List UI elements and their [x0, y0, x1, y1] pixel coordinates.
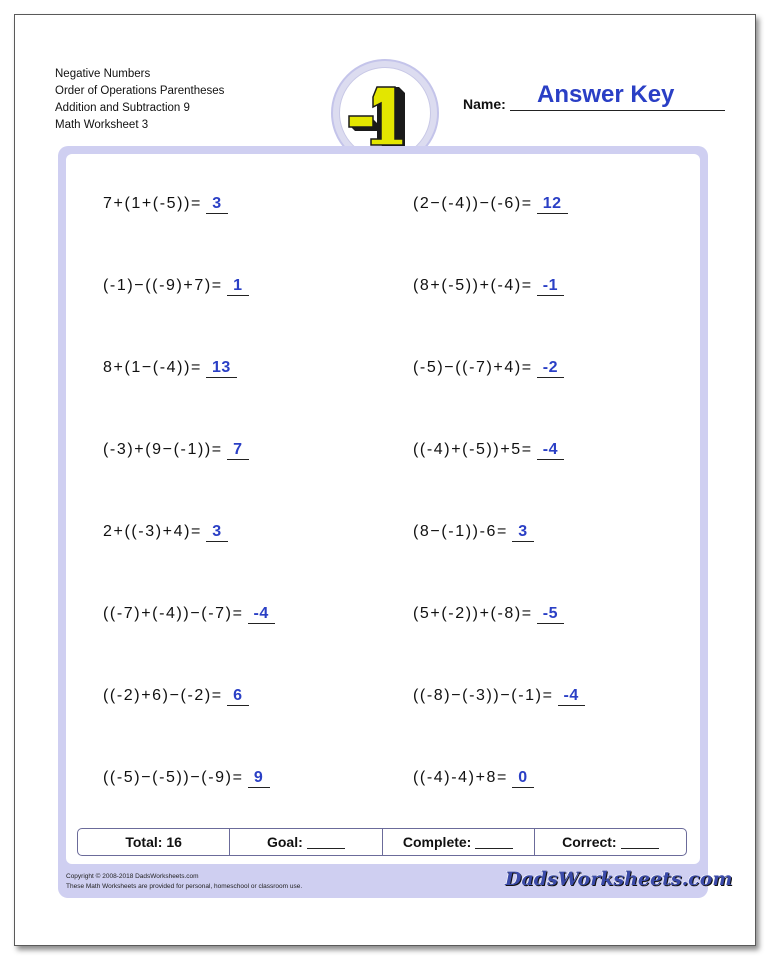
problem-expression: ((-7)+(-4))−(-7)=: [103, 605, 244, 622]
problem-item: [103, 193, 228, 215]
problem-item: [413, 685, 585, 707]
problem-answer: 9: [248, 768, 270, 788]
complete-blank: [475, 836, 513, 849]
complete-cell: [383, 829, 535, 855]
correct-label: Correct:: [562, 834, 617, 850]
usage-line: These Math Worksheets are provided for personal, homeschool or classroom use.: [66, 883, 303, 890]
problem-answer: 12: [537, 194, 568, 214]
problem-item: [413, 275, 564, 297]
problem-answer: 7: [227, 440, 249, 460]
problem-item: [413, 521, 534, 543]
problem-item: [103, 439, 249, 461]
problem-answer: 3: [512, 522, 534, 542]
problem-item: [103, 357, 237, 379]
problem-answer: 3: [206, 194, 228, 214]
problem-expression: (8+(-5))+(-4)=: [413, 277, 533, 294]
problem-expression: (2−(-4))−(-6)=: [413, 195, 533, 212]
problem-answer: 0: [512, 768, 534, 788]
name-line: [510, 110, 725, 111]
problem-answer: 1: [227, 276, 249, 296]
problem-item: [413, 767, 534, 789]
goal-cell: [230, 829, 382, 855]
problem-expression: 8+(1−(-4))=: [103, 359, 202, 376]
correct-blank: [621, 836, 659, 849]
problem-answer: -2: [537, 358, 564, 378]
problem-answer: 3: [206, 522, 228, 542]
header-line-subtopic: Order of Operations Parentheses: [55, 85, 225, 97]
problem-item: [103, 521, 228, 543]
copyright-line: Copyright © 2008-2018 DadsWorksheets.com: [66, 873, 199, 880]
header-line-set: Addition and Subtraction 9: [55, 102, 190, 114]
problem-item: [413, 439, 564, 461]
problem-item: [103, 767, 270, 789]
name-label: Name:: [463, 96, 506, 112]
problem-expression: ((-2)+6)−(-2)=: [103, 687, 223, 704]
total-label: Total: 16: [125, 834, 182, 850]
total-cell: [78, 829, 230, 855]
problem-answer: 13: [206, 358, 237, 378]
problem-answer: -4: [537, 440, 564, 460]
problem-answer: -5: [537, 604, 564, 624]
problem-expression: (-3)+(9−(-1))=: [103, 441, 223, 458]
score-table: [77, 828, 687, 856]
goal-label: Goal:: [266, 834, 303, 850]
problem-expression: ((-8)−(-3))−(-1)=: [413, 687, 554, 704]
dadsworksheets-logo: DadsWorksheets.com: [505, 868, 733, 890]
problem-expression: (-5)−((-7)+4)=: [413, 359, 533, 376]
complete-label: Complete:: [402, 834, 472, 850]
problem-item: [413, 193, 568, 215]
header-line-topic: Negative Numbers: [55, 68, 151, 80]
problem-expression: ((-5)−(-5))−(-9)=: [103, 769, 244, 786]
goal-blank: [307, 836, 345, 849]
problem-item: [413, 357, 564, 379]
correct-cell: [535, 829, 686, 855]
problem-expression: (5+(-2))+(-8)=: [413, 605, 533, 622]
problem-expression: ((-4)-4)+8=: [413, 769, 508, 786]
header-line-worksheet: Math Worksheet 3: [55, 119, 149, 131]
worksheet-header: [55, 66, 224, 134]
problem-item: [103, 275, 249, 297]
problem-item: [413, 603, 564, 625]
problem-expression: 7+(1+(-5))=: [103, 195, 202, 212]
problem-expression: 2+((-3)+4)=: [103, 523, 202, 540]
problem-expression: (-1)−((-9)+7)=: [103, 277, 223, 294]
problem-expression: ((-4)+(-5))+5=: [413, 441, 533, 458]
copyright-notice: [66, 872, 302, 892]
problem-expression: (8−(-1))-6=: [413, 523, 508, 540]
problem-item: [103, 685, 249, 707]
answer-key-title: Answer Key: [537, 81, 675, 108]
problems-panel: [66, 154, 700, 864]
problem-answer: -4: [558, 686, 585, 706]
problem-answer: -1: [537, 276, 564, 296]
problem-answer: -4: [248, 604, 275, 624]
problem-answer: 6: [227, 686, 249, 706]
problem-item: [103, 603, 275, 625]
